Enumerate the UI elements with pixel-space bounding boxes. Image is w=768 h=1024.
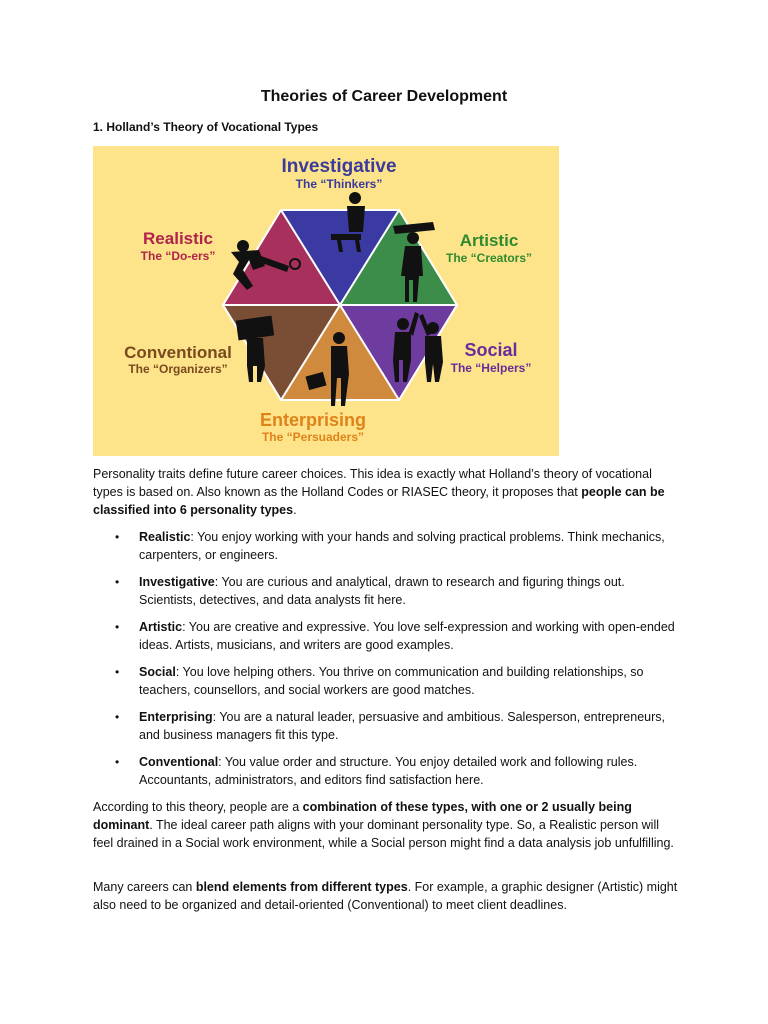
list-item-social — [115, 663, 675, 699]
nickname-artistic: The “Creators” — [445, 251, 533, 265]
list-item-artistic — [115, 618, 675, 654]
term-description: : You love helping others. You thrive on communication and building relationships, so teachers, counsellors, and social workers are good matches. — [139, 665, 644, 697]
intro-text: Personality traits define future career choices. This idea is exactly what Holland’s theory of vocational types is based on. Also known as the Holland Codes or RIASEC theory, it proposes that — [93, 467, 652, 499]
blend-paragraph — [93, 878, 678, 914]
label-realistic: Realistic — [143, 229, 213, 248]
nickname-enterprising: The “Persuaders” — [261, 430, 365, 444]
term-description: : You enjoy working with your hands and solving practical problems. Think mechanics, carpenters, or engineers. — [139, 530, 665, 562]
intro-end: . — [293, 503, 297, 517]
paragraph-text: Many careers can — [93, 880, 196, 894]
nickname-conventional: The “Organizers” — [128, 362, 228, 376]
bullet-icon: • — [115, 665, 120, 679]
paragraph-text-end: . For example, a graphic designer (Artistic) might also need to be organized and detail-oriented (Conventional) to meet client deadlines. — [93, 880, 678, 912]
intro-bold: people can be classified into 6 personality types — [93, 485, 665, 517]
paragraph-text-end: . The ideal career path aligns with your dominant personality type. So, a Realistic person will feel drained in a Social work environment, while a Social person might find a data analysis job unfulfilling. — [93, 818, 674, 850]
thinker-figure-icon — [349, 192, 361, 204]
paragraph-bold: blend elements from different types — [195, 880, 408, 894]
section-heading: 1. Holland’s Theory of Vocational Types — [93, 120, 319, 134]
list-item-realistic — [115, 528, 675, 564]
term-label: Social — [139, 665, 176, 679]
term-description: : You are curious and analytical, drawn to research and figuring things out. Scientists, detectives, and data analysts fit here. — [139, 575, 625, 607]
helper-figure-icon — [397, 318, 409, 330]
bullet-icon: • — [115, 755, 120, 769]
term-description: : You value order and structure. You enjoy detailed work and following rules. Accountants, administrators, and editors find satisfaction here. — [139, 755, 638, 787]
nickname-realistic: The “Do-ers” — [140, 249, 216, 263]
bullet-icon: • — [115, 575, 120, 589]
term-label: Investigative — [139, 575, 215, 589]
label-artistic: Artistic — [459, 231, 519, 250]
label-investigative: Investigative — [281, 156, 397, 177]
combination-paragraph — [93, 798, 678, 852]
list-item-conventional — [115, 753, 675, 789]
term-label: Realistic — [139, 530, 191, 544]
term-label: Conventional — [139, 755, 219, 769]
paragraph-text: According to this theory, people are a — [93, 800, 303, 814]
bullet-icon: • — [115, 620, 120, 634]
personality-types-list — [115, 528, 675, 798]
label-social: Social — [464, 340, 518, 360]
doer-figure-icon — [237, 240, 249, 252]
persuader-figure-icon — [333, 332, 345, 344]
bullet-icon: • — [115, 710, 120, 724]
term-label: Artistic — [139, 620, 183, 634]
page-title: Theories of Career Development — [260, 88, 508, 105]
holland-hexagon-diagram — [93, 146, 559, 456]
term-label: Enterprising — [139, 710, 213, 724]
nickname-investigative: The “Thinkers” — [295, 177, 383, 191]
creator-figure-icon — [407, 232, 419, 244]
label-conventional: Conventional — [124, 343, 232, 362]
list-item-investigative — [115, 573, 675, 609]
list-item-enterprising — [115, 708, 675, 744]
nickname-social: The “Helpers” — [450, 361, 532, 375]
term-description: : You are creative and expressive. You love self-expression and working with open-ended ideas. Artists, musicians, and writers are good examples. — [139, 620, 675, 652]
paragraph-bold: combination of these types, with one or 2 usually being dominant — [93, 800, 632, 832]
term-description: : You are a natural leader, persuasive and ambitious. Salesperson, entrepreneurs, and business managers fit this type. — [139, 710, 665, 742]
label-enterprising: Enterprising — [259, 410, 367, 430]
bullet-icon: • — [115, 530, 120, 544]
intro-paragraph — [93, 465, 678, 519]
